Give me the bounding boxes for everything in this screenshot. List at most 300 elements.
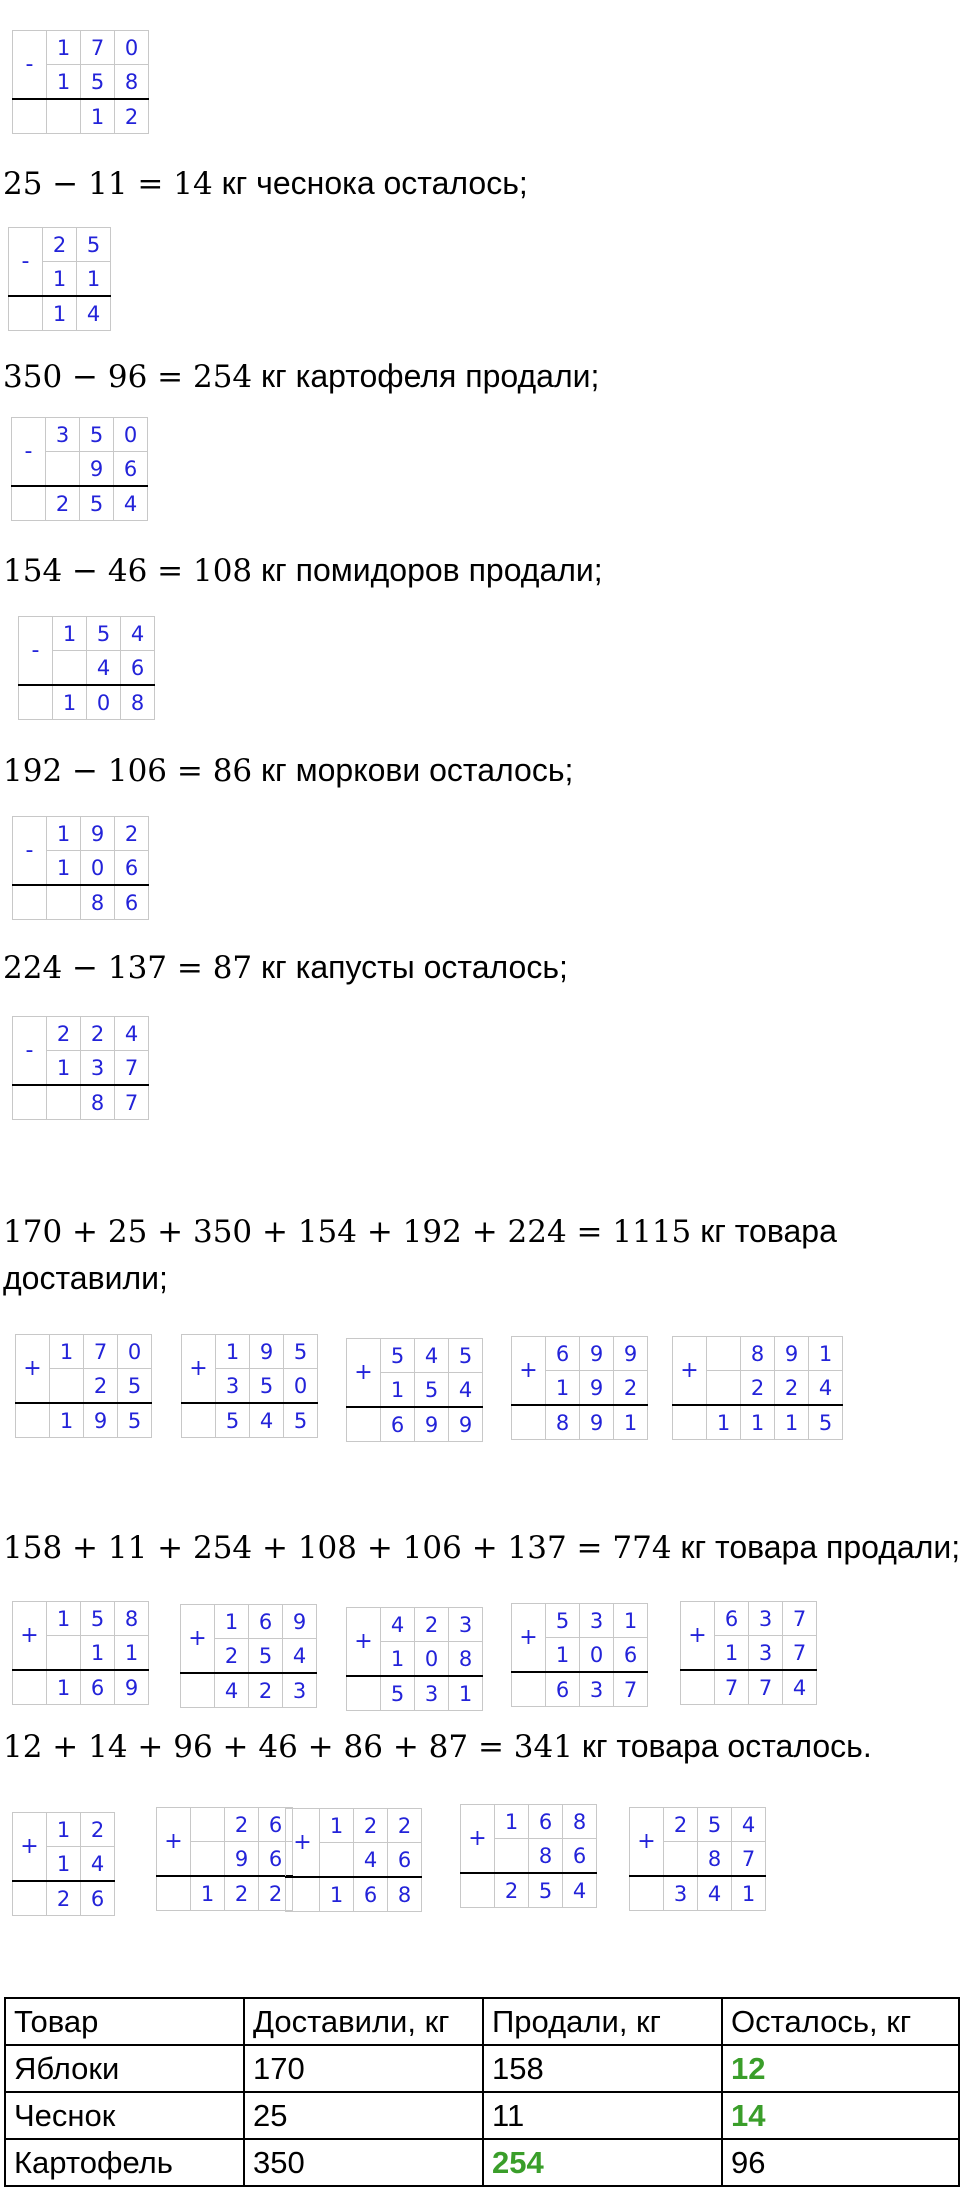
column-calc [511,1603,648,1707]
plus-sign: + [181,1605,215,1674]
calc-digit: 1 [732,1876,766,1911]
calc-grid [460,1804,597,1908]
calc-row [13,885,149,920]
calc-digit: 1 [77,262,111,297]
calc-digit: 7 [783,1602,817,1636]
plus-sign: + [182,1335,216,1404]
calc-row [630,1876,766,1911]
calc-digit: 1 [215,1605,249,1639]
table-cell-highlight: 12 [722,2045,959,2092]
minus-sign: - [9,228,43,297]
calc-digit: 2 [81,1017,115,1051]
calc-digit: 6 [259,1842,293,1877]
calc-row [681,1602,817,1636]
calc-blank-cell [681,1670,715,1705]
equation-text: кг чеснока осталось; [212,165,528,201]
calc-digit: 5 [546,1604,580,1638]
calc-digit [47,1636,81,1671]
plus-sign: + [16,1335,50,1404]
column-calc [8,227,111,331]
calc-digit: 5 [80,418,114,452]
calc-grid [346,1338,483,1442]
plus-sign: + [347,1608,381,1677]
calc-digit: 9 [449,1407,483,1442]
column-calc [12,1016,149,1120]
calc-row [13,817,149,851]
calc-blank-cell [13,1085,47,1120]
calc-row [512,1337,648,1371]
equation-expr: 224 − 137 = 87 [3,950,253,986]
calc-digit: 5 [381,1676,415,1711]
calc-row [12,418,148,452]
column-calc [511,1336,648,1440]
calc-digit: 1 [381,1373,415,1408]
equation-line-2 [3,356,599,397]
calc-digit: 6 [715,1602,749,1636]
calc-row [16,1335,152,1369]
calc-digit: 5 [809,1405,843,1440]
calc-digit: 1 [43,262,77,297]
calc-digit: 2 [47,1881,81,1916]
calc-row [19,617,155,651]
calc-digit: 0 [415,1642,449,1677]
calc-digit: 1 [381,1642,415,1677]
calc-digit: 8 [529,1839,563,1874]
calc-row [157,1876,293,1911]
calc-digit [664,1842,698,1877]
plus-sign: + [512,1604,546,1673]
calc-digit: 2 [741,1371,775,1406]
calc-digit [47,99,81,134]
calc-digit [53,651,87,686]
calc-digit: 3 [664,1876,698,1911]
calc-row [512,1405,648,1440]
column-calc [12,1601,149,1705]
calc-digit: 4 [809,1371,843,1406]
calc-digit: 2 [215,1639,249,1674]
calc-digit: 9 [250,1335,284,1369]
column-calc [285,1808,422,1912]
calc-digit: 8 [121,685,155,720]
table-cell-highlight: 254 [483,2139,722,2186]
calc-digit: 5 [81,1602,115,1636]
column-header: Товар [5,1998,244,2045]
table-row [5,2092,959,2139]
calc-digit: 5 [118,1403,152,1438]
calc-grid [346,1607,483,1711]
calc-digit: 0 [284,1369,318,1404]
calc-digit: 1 [47,1670,81,1705]
table-cell: 96 [722,2139,959,2186]
calc-row [19,685,155,720]
calc-digit: 6 [115,885,149,920]
table-cell: 170 [244,2045,483,2092]
calc-digit: 9 [775,1337,809,1371]
calc-digit: 1 [715,1636,749,1671]
calc-digit: 6 [381,1407,415,1442]
calc-digit: 2 [614,1371,648,1406]
calc-digit: 4 [115,1017,149,1051]
equation-text: кг товара [691,1213,837,1249]
column-calc [12,1812,115,1916]
calc-digit: 1 [614,1604,648,1638]
summary-table [4,1997,960,2187]
calc-digit: 0 [118,1335,152,1369]
calc-blank-cell [13,1670,47,1705]
calc-digit: 2 [259,1876,293,1911]
calc-blank-cell [512,1672,546,1707]
plus-sign: + [13,1813,47,1882]
calc-digit: 1 [81,99,115,134]
column-calc [672,1336,843,1440]
column-calc [346,1338,483,1442]
calc-digit: 6 [614,1638,648,1673]
plus-sign: + [673,1337,707,1406]
equation-expr: 154 − 46 = 108 [3,553,253,589]
calc-blank-cell [347,1676,381,1711]
calc-digit: 5 [284,1335,318,1369]
calc-row [461,1873,597,1908]
calc-digit: 4 [354,1843,388,1878]
calc-row [461,1805,597,1839]
calc-blank-cell [9,296,43,331]
equation-text: доставили; [3,1260,168,1296]
table-cell: Яблоки [5,2045,244,2092]
calc-digit: 0 [115,31,149,65]
calc-digit: 9 [283,1605,317,1639]
table-cell: Чеснок [5,2092,244,2139]
calc-row [9,296,111,331]
column-calc [12,816,149,920]
calc-digit: 1 [50,1335,84,1369]
calc-blank-cell [13,99,47,134]
calc-digit [50,1369,84,1404]
calc-digit [707,1371,741,1406]
calc-digit [191,1842,225,1877]
equation-line-3 [3,550,603,591]
calc-blank-cell [286,1877,320,1912]
calc-digit: 3 [415,1676,449,1711]
calc-digit: 7 [715,1670,749,1705]
calc-row [681,1670,817,1705]
calc-blank-cell [461,1873,495,1908]
calc-digit: 1 [47,31,81,65]
calc-row [347,1339,483,1373]
calc-digit: 5 [284,1403,318,1438]
calc-digit: 4 [77,296,111,331]
calc-row [512,1672,648,1707]
column-calc [180,1604,317,1708]
column-calc [346,1607,483,1711]
table-cell: 25 [244,2092,483,2139]
calc-digit: 9 [614,1337,648,1371]
calc-digit: 6 [115,851,149,886]
equation-line-4 [3,750,573,791]
calc-digit: 2 [84,1369,118,1404]
calc-digit: 8 [741,1337,775,1371]
calc-digit [46,452,80,487]
calc-grid [8,227,111,331]
calc-digit: 1 [43,296,77,331]
calc-digit: 3 [749,1636,783,1671]
calc-grid [12,1016,149,1120]
calc-digit: 4 [81,1847,115,1882]
equation-text: кг товара осталось. [572,1728,872,1764]
calc-row [13,1813,115,1847]
calc-digit: 6 [546,1337,580,1371]
calc-digit: 2 [664,1808,698,1842]
equation-expr: 158 + 11 + 254 + 108 + 106 + 137 = 774 [3,1530,672,1566]
calc-digit: 4 [698,1876,732,1911]
calc-digit: 1 [216,1335,250,1369]
calc-digit: 0 [580,1638,614,1673]
column-header: Доставили, кг [244,1998,483,2045]
equation-text: кг помидоров продали; [252,552,603,588]
calc-digit: 9 [580,1337,614,1371]
equation-text: кг товара продали; [671,1529,960,1565]
calc-digit: 1 [320,1809,354,1843]
plus-sign: + [630,1808,664,1877]
column-calc [156,1807,293,1911]
equation-line-8 [3,1726,872,1767]
calc-digit: 1 [809,1337,843,1371]
calc-digit: 2 [388,1809,422,1843]
calc-digit: 5 [80,486,114,521]
calc-digit: 7 [783,1636,817,1671]
calc-digit: 6 [114,452,148,487]
calc-digit: 6 [563,1839,597,1874]
calc-digit: 5 [250,1369,284,1404]
equation-expr: 12 + 14 + 96 + 46 + 86 + 87 = 341 [3,1729,573,1765]
plus-sign: + [13,1602,47,1671]
equation-text: кг моркови осталось; [252,752,574,788]
calc-digit [47,885,81,920]
table-header-row [5,1998,959,2045]
calc-digit: 1 [81,1636,115,1671]
calc-digit: 7 [81,31,115,65]
calc-row [9,228,111,262]
calc-row [673,1405,843,1440]
calc-digit: 7 [115,1085,149,1120]
calc-blank-cell [673,1405,707,1440]
column-header: Осталось, кг [722,1998,959,2045]
column-calc [11,417,148,521]
table-cell: Картофель [5,2139,244,2186]
calc-digit: 5 [415,1373,449,1408]
calc-digit: 6 [354,1877,388,1912]
calc-digit: 7 [749,1670,783,1705]
calc-digit: 8 [698,1842,732,1877]
calc-digit: 1 [495,1805,529,1839]
table-row [5,2045,959,2092]
calc-digit: 2 [47,1017,81,1051]
calc-grid [12,816,149,920]
calc-blank-cell [16,1403,50,1438]
calc-digit: 8 [115,65,149,100]
calc-digit: 1 [47,65,81,100]
calc-digit: 0 [114,418,148,452]
calc-digit: 4 [381,1608,415,1642]
calc-digit: 5 [698,1808,732,1842]
calc-digit: 4 [121,617,155,651]
minus-sign: - [13,31,47,100]
calc-digit: 1 [53,685,87,720]
calc-digit: 1 [775,1405,809,1440]
minus-sign: - [19,617,53,686]
calc-digit: 5 [449,1339,483,1373]
calc-digit: 1 [320,1877,354,1912]
equation-line-7 [3,1527,960,1568]
calc-grid [672,1336,843,1440]
calc-digit: 4 [732,1808,766,1842]
column-calc [629,1807,766,1911]
calc-row [512,1604,648,1638]
calc-row [630,1808,766,1842]
calc-digit: 3 [749,1602,783,1636]
calc-digit: 1 [47,1051,81,1086]
calc-blank-cell [157,1876,191,1911]
calc-digit: 4 [415,1339,449,1373]
calc-digit: 4 [114,486,148,521]
calc-digit: 4 [563,1873,597,1908]
equation-expr: 25 − 11 = 14 [3,166,213,202]
column-header: Продали, кг [483,1998,722,2045]
calc-digit: 5 [381,1339,415,1373]
calc-digit: 1 [47,1847,81,1882]
calc-digit: 1 [47,851,81,886]
calc-digit: 3 [216,1369,250,1404]
calc-digit: 2 [115,99,149,134]
calc-digit: 9 [580,1371,614,1406]
calc-digit: 2 [225,1876,259,1911]
calc-digit: 3 [81,1051,115,1086]
calc-grid [285,1808,422,1912]
calc-grid [12,1601,149,1705]
calc-digit: 3 [449,1608,483,1642]
calc-blank-cell [347,1407,381,1442]
calc-digit: 1 [707,1405,741,1440]
calc-digit: 2 [415,1608,449,1642]
calc-blank-cell [12,486,46,521]
calc-digit: 1 [47,1602,81,1636]
column-calc [460,1804,597,1908]
calc-digit: 6 [546,1672,580,1707]
calc-grid [12,30,149,134]
calc-row [182,1335,318,1369]
calc-digit: 8 [81,1085,115,1120]
calc-grid [156,1807,293,1911]
table-cell: 158 [483,2045,722,2092]
calc-row [286,1809,422,1843]
calc-blank-cell [13,885,47,920]
calc-digit: 5 [249,1639,283,1674]
calc-blank-cell [512,1405,546,1440]
calc-row [13,31,149,65]
calc-grid [15,1334,152,1438]
column-calc [680,1601,817,1705]
calc-row [181,1605,317,1639]
calc-digit: 2 [115,817,149,851]
equation-line-6-cont [3,1258,168,1298]
calc-digit: 3 [580,1604,614,1638]
calc-digit: 4 [250,1403,284,1438]
calc-digit: 2 [46,486,80,521]
minus-sign: - [13,817,47,886]
calc-row [347,1407,483,1442]
calc-digit: 8 [115,1602,149,1636]
calc-digit: 6 [81,1670,115,1705]
calc-digit: 1 [546,1371,580,1406]
calc-digit: 9 [580,1405,614,1440]
plus-sign: + [157,1808,191,1877]
calc-row [13,1602,149,1636]
calc-grid [18,616,155,720]
calc-digit: 6 [388,1843,422,1878]
calc-digit: 9 [80,452,114,487]
calc-digit [191,1808,225,1842]
plus-sign: + [461,1805,495,1874]
minus-sign: - [12,418,46,487]
calc-digit: 5 [529,1873,563,1908]
calc-digit: 4 [215,1673,249,1708]
calc-digit: 1 [546,1638,580,1673]
calc-row [673,1337,843,1371]
calc-digit: 1 [191,1876,225,1911]
calc-digit [47,1085,81,1120]
calc-grid [511,1336,648,1440]
calc-grid [181,1334,318,1438]
calc-digit: 4 [783,1670,817,1705]
plus-sign: + [512,1337,546,1406]
equation-text: кг картофеля продали; [252,358,600,394]
calc-row [13,99,149,134]
calc-digit: 4 [283,1639,317,1674]
calc-digit: 2 [43,228,77,262]
calc-row [157,1808,293,1842]
equation-line-5 [3,947,568,988]
calc-digit: 2 [354,1809,388,1843]
calc-row [13,1085,149,1120]
calc-grid [511,1603,648,1707]
calc-digit: 9 [81,817,115,851]
calc-digit: 1 [50,1403,84,1438]
table-row [5,2139,959,2186]
calc-digit: 9 [225,1842,259,1877]
calc-digit: 8 [546,1405,580,1440]
calc-digit: 1 [614,1405,648,1440]
calc-digit: 9 [115,1670,149,1705]
calc-digit: 5 [77,228,111,262]
plus-sign: + [681,1602,715,1671]
calc-digit: 1 [53,617,87,651]
calc-row [286,1877,422,1912]
calc-digit: 8 [81,885,115,920]
calc-digit: 5 [87,617,121,651]
calc-digit: 1 [741,1405,775,1440]
calc-digit: 8 [388,1877,422,1912]
calc-digit: 2 [81,1813,115,1847]
minus-sign: - [13,1017,47,1086]
equation-line-6 [3,1211,837,1252]
column-calc [12,30,149,134]
calc-digit: 2 [225,1808,259,1842]
table-cell-highlight: 14 [722,2092,959,2139]
calc-digit: 6 [249,1605,283,1639]
calc-digit: 8 [449,1642,483,1677]
calc-blank-cell [181,1673,215,1708]
calc-digit: 3 [580,1672,614,1707]
equation-expr: 192 − 106 = 86 [3,753,253,789]
